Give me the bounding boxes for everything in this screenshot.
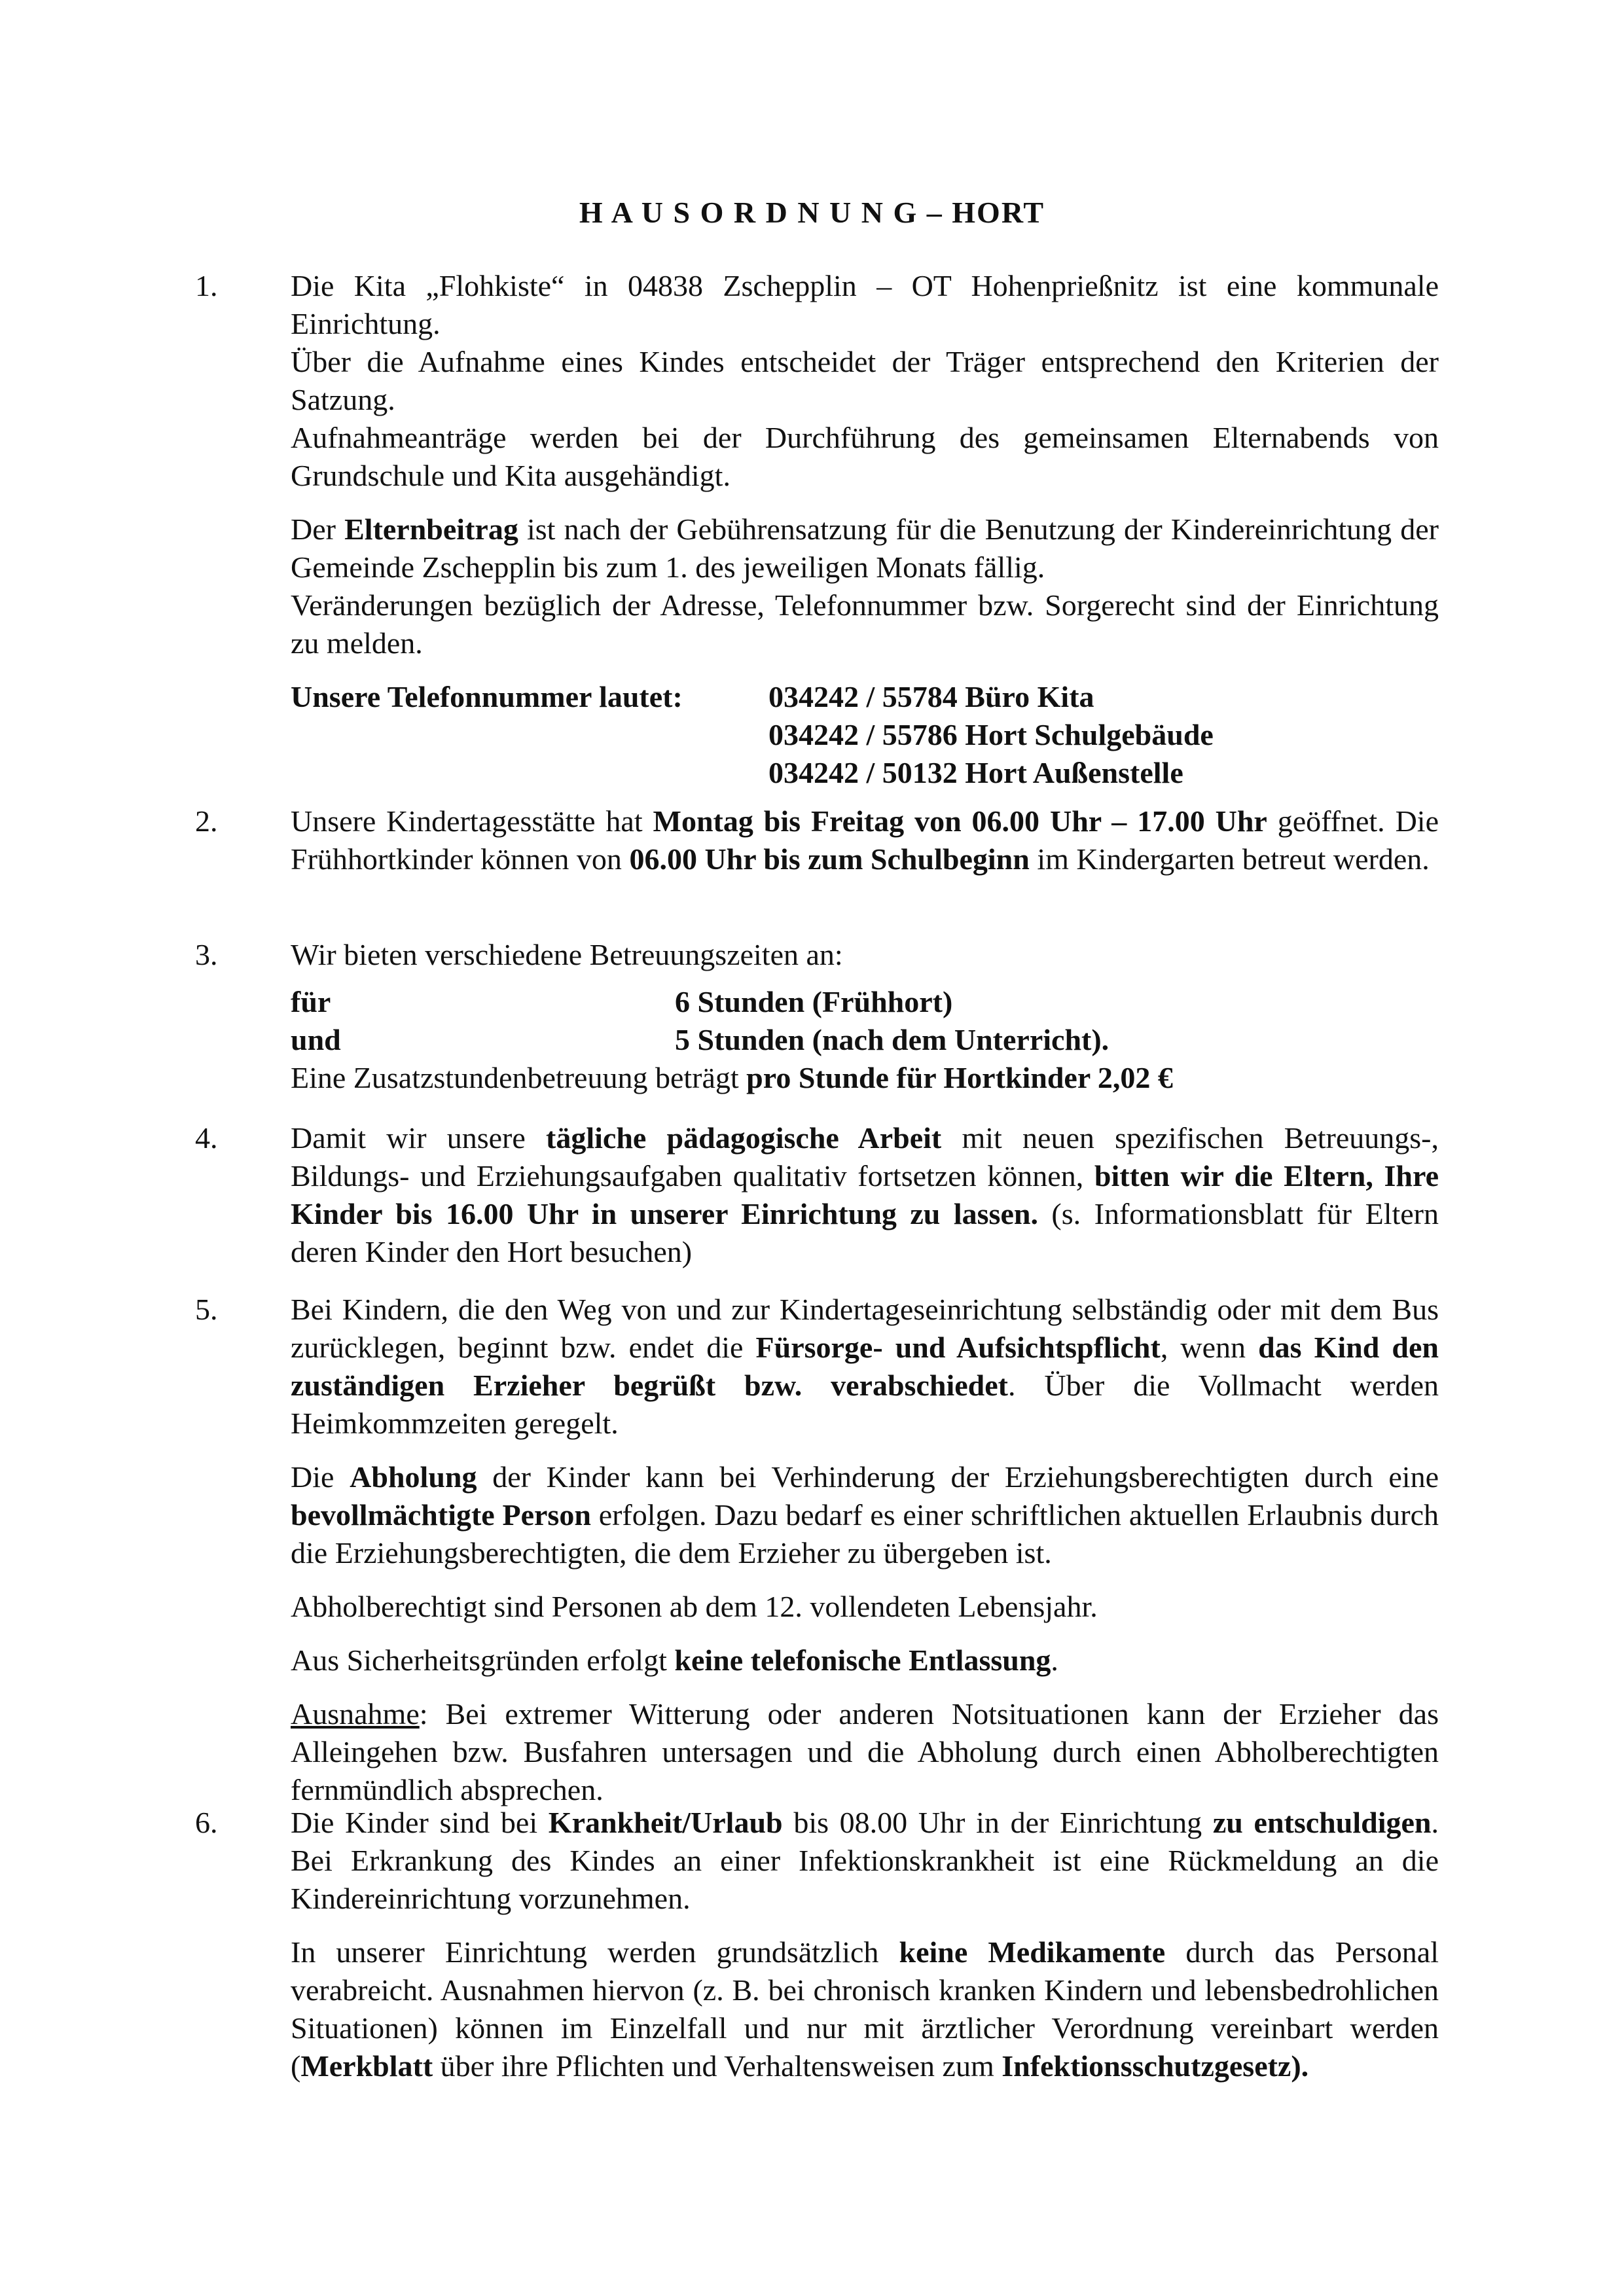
paragraph: Veränderungen bezüglich der Adresse, Telefonnummer bzw. Sorgerecht sind der Einrichtung zu melden. [291,588,1439,660]
section-body [291,936,1439,1097]
section-number: 1. [195,269,218,302]
care-time-value: 6 Stunden (Frühhort) [675,985,953,1018]
care-times [291,983,1439,1059]
care-time-value: 5 Stunden (nach dem Unterricht). [675,1023,1110,1056]
paragraph: Aufnahmeanträge werden bei der Durchführung des gemeinsamen Elternabends von Grundschule und Kita ausgehändigt. [291,421,1439,492]
paragraph: Ausnahme: Bei extremer Witterung oder anderen Notsituationen kann der Erzieher das Alleingehen bzw. Busfahren untersagen und die Abholung durch einen Abholberechtigten fernmündlich absprechen. [291,1697,1439,1806]
section-number: 2. [195,804,218,838]
paragraph: Der Elternbeitrag ist nach der Gebührensatzung für die Benutzung der Kindereinrichtung der Gemeinde Zschepplin bis zum 1. des jeweiligen Monats fällig. [291,512,1439,584]
section-number: 3. [195,938,218,971]
section-body [291,802,1439,878]
section-body [291,1119,1439,1271]
phone-number: 034242 / 50132 Hort Außenstelle [768,756,1183,789]
phone-number: 034242 / 55784 Büro Kita [768,680,1094,713]
phone-block [291,678,1439,792]
paragraph: Die Abholung der Kinder kann bei Verhinderung der Erziehungsberechtigten durch eine bevollmächtigte Person erfolgen. Dazu bedarf es einer schriftlichen aktuellen Erlaubnis durch die Erziehungsberechtigten, die dem Erzieher zu übergeben ist. [291,1460,1439,1570]
section-body [291,1804,1439,2085]
section-number: 5. [195,1293,218,1326]
section-number: 6. [195,1806,218,1839]
paragraph: Aus Sicherheitsgründen erfolgt keine telefonische Entlassung. [291,1643,1058,1677]
paragraph: Die Kita „Flohkiste“ in 04838 Zschepplin – OT Hohenprießnitz ist eine kommunale Einrichtung. [291,269,1439,340]
paragraph: Damit wir unsere tägliche pädagogische Arbeit mit neuen spezifischen Betreuungs-, Bildungs- und Erziehungsaufgaben qualitativ fortsetzen können, bitten wir die Eltern, Ihre Kinder bis 16.00 Uhr in unserer Einrichtung zu lassen. (s. Informationsblatt für Eltern deren Kinder den Hort besuchen) [291,1121,1439,1268]
section-body [291,1291,1439,1809]
document-title: H A U S O R D N U N G – HORT [579,196,1045,229]
care-time-label: für [291,985,331,1018]
paragraph: Unsere Kindertagesstätte hat Montag bis Freitag von 06.00 Uhr – 17.00 Uhr geöffnet. Die Frühhortkinder können von 06.00 Uhr bis zum Schulbeginn im Kindergarten betreut werden. [291,804,1439,876]
section-body [291,267,1439,792]
paragraph: Die Kinder sind bei Krankheit/Urlaub bis 08.00 Uhr in der Einrichtung zu entschuldigen. Bei Erkrankung des Kindes an einer Infektionskrankheit ist eine Rückmeldung an die Kindereinrichtung vorzunehmen. [291,1806,1439,1915]
care-time-label: und [291,1023,341,1056]
paragraph: Abholberechtigt sind Personen ab dem 12. vollendeten Lebensjahr. [291,1590,1098,1623]
paragraph: In unserer Einrichtung werden grundsätzlich keine Medikamente durch das Personal verabreicht. Ausnahmen hiervon (z. B. bei chronisch kranken Kindern und lebensbedrohlichen Situationen) können im Einzelfall und nur mit ärztlicher Verordnung vereinbart werden (Merkblatt über ihre Pflichten und Verhaltensweisen zum Infektionsschutzgesetz). [291,1935,1439,2083]
paragraph: Über die Aufnahme eines Kindes entscheidet der Träger entsprechend den Kriterien der Satzung. [291,345,1439,416]
section-number: 4. [195,1121,218,1155]
phone-label: Unsere Telefonnummer lautet: [291,680,683,713]
phone-number: 034242 / 55786 Hort Schulgebäude [768,718,1214,751]
paragraph: Wir bieten verschiedene Betreuungszeiten an: [291,938,843,971]
phone-numbers [768,678,1214,792]
paragraph: Bei Kindern, die den Weg von und zur Kindertageseinrichtung selbständig oder mit dem Bus zurücklegen, beginnt bzw. endet die Fürsorge- und Aufsichtspflicht, wenn das Kind den zuständigen Erzieher begrüßt bzw. verabschiedet. Über die Vollmacht werden Heimkommzeiten geregelt. [291,1293,1439,1440]
paragraph: Eine Zusatzstundenbetreuung beträgt pro Stunde für Hortkinder 2,02 € [291,1061,1173,1094]
